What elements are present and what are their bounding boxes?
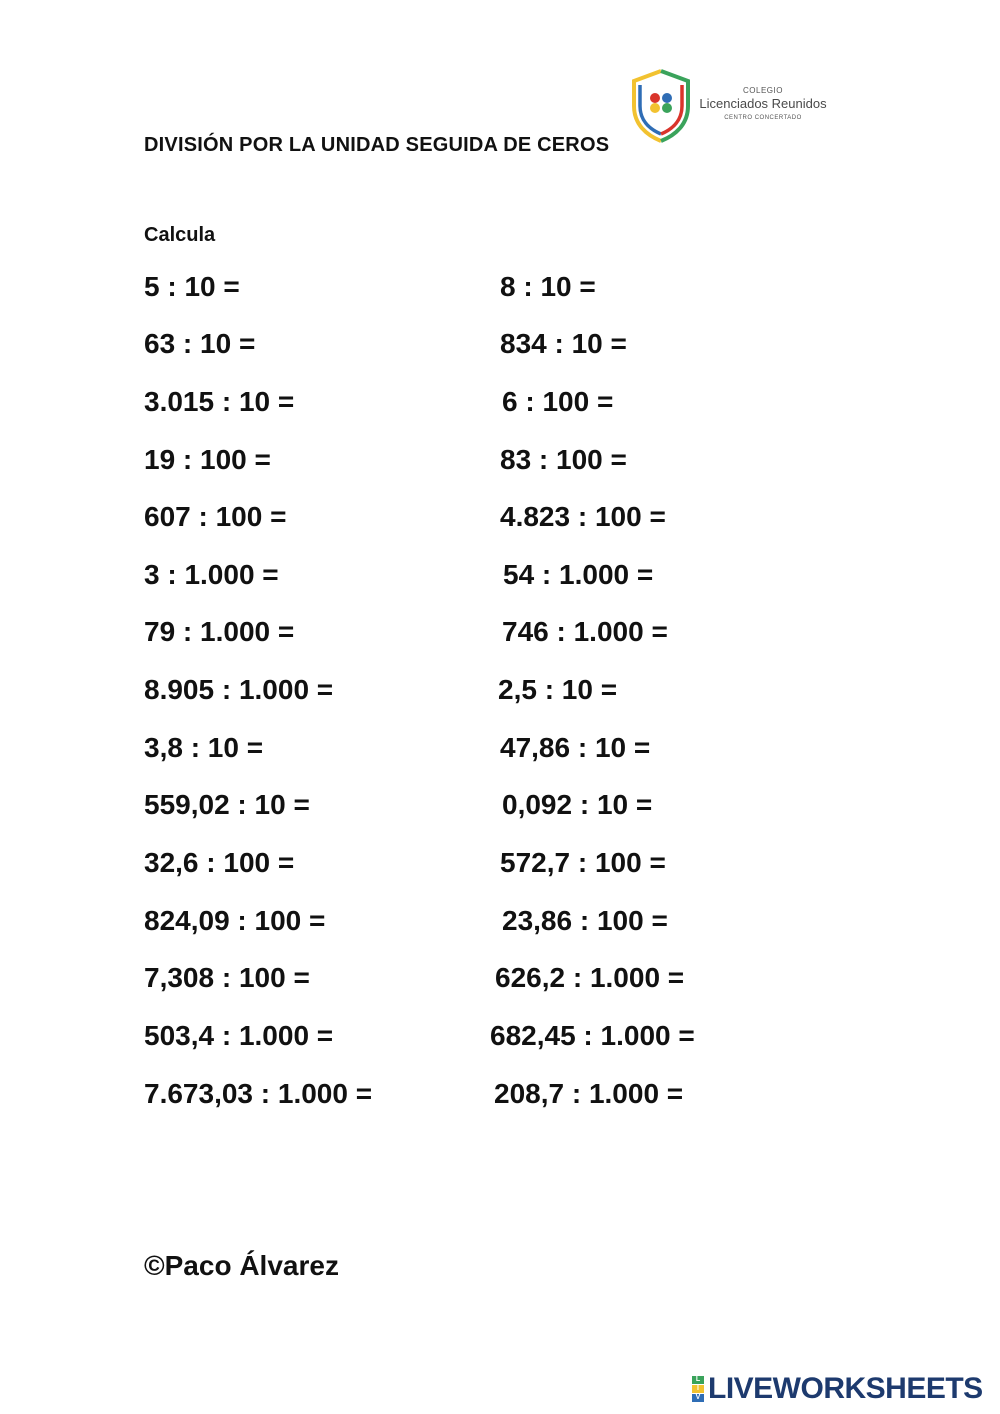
exercise-right-6: 54 : 1.000 = <box>503 559 654 590</box>
exercise-left-12: 824,09 : 100 = <box>144 905 326 936</box>
exercise-left-11: 32,6 : 100 = <box>144 847 295 878</box>
exercise-left-15: 7.673,03 : 1.000 = <box>144 1078 373 1109</box>
exercise-left-14: 503,4 : 1.000 = <box>144 1020 334 1051</box>
badge-letter-v: V <box>692 1394 704 1402</box>
exercise-left-6: 3 : 1.000 = <box>144 559 279 590</box>
worksheet-title: DIVISIÓN POR LA UNIDAD SEGUIDA DE CEROS <box>144 134 610 156</box>
logo-text <box>698 86 828 124</box>
logo-colegio: COLEGIO <box>743 86 783 95</box>
exercise-left-7: 79 : 1.000 = <box>144 616 295 647</box>
exercise-right-11: 572,7 : 100 = <box>500 847 666 878</box>
exercise-right-2: 834 : 10 = <box>500 328 627 359</box>
exercise-right-15: 208,7 : 1.000 = <box>494 1078 684 1109</box>
logo-school-name: Licenciados Reunidos <box>699 96 827 111</box>
exercise-right-14: 682,45 : 1.000 = <box>490 1020 695 1051</box>
badge-letter-l: L <box>692 1376 704 1384</box>
liveworksheets-logo <box>692 1373 983 1405</box>
instruction: Calcula <box>144 224 216 246</box>
live-badge-icon <box>692 1376 704 1403</box>
exercise-left-4: 19 : 100 = <box>144 444 271 475</box>
exercise-left-8: 8.905 : 1.000 = <box>144 674 334 705</box>
liveworksheets-wordmark: LIVEWORKSHEETS <box>708 1372 983 1405</box>
exercise-left-9: 3,8 : 10 = <box>144 732 264 763</box>
exercise-left-5: 607 : 100 = <box>144 501 287 532</box>
school-logo <box>628 68 828 144</box>
exercise-right-3: 6 : 100 = <box>502 386 614 417</box>
exercise-right-4: 83 : 100 = <box>500 444 627 475</box>
exercise-right-12: 23,86 : 100 = <box>502 905 668 936</box>
logo-subtitle: CENTRO CONCERTADO <box>724 115 802 121</box>
badge-letter-i: I <box>692 1385 704 1393</box>
shield-icon <box>628 68 694 144</box>
exercise-left-3: 3.015 : 10 = <box>144 386 295 417</box>
exercise-right-13: 626,2 : 1.000 = <box>495 962 685 993</box>
exercise-left-1: 5 : 10 = <box>144 271 240 302</box>
exercise-right-1: 8 : 10 = <box>500 271 596 302</box>
exercise-right-7: 746 : 1.000 = <box>502 616 668 647</box>
exercise-left-13: 7,308 : 100 = <box>144 962 310 993</box>
exercise-left-2: 63 : 10 = <box>144 328 256 359</box>
exercise-right-10: 0,092 : 10 = <box>502 789 653 820</box>
exercise-left-10: 559,02 : 10 = <box>144 789 310 820</box>
author-credit: ©Paco Álvarez <box>144 1250 339 1281</box>
exercise-right-9: 47,86 : 10 = <box>500 732 651 763</box>
exercise-right-5: 4.823 : 100 = <box>500 501 666 532</box>
exercise-right-8: 2,5 : 10 = <box>498 674 618 705</box>
